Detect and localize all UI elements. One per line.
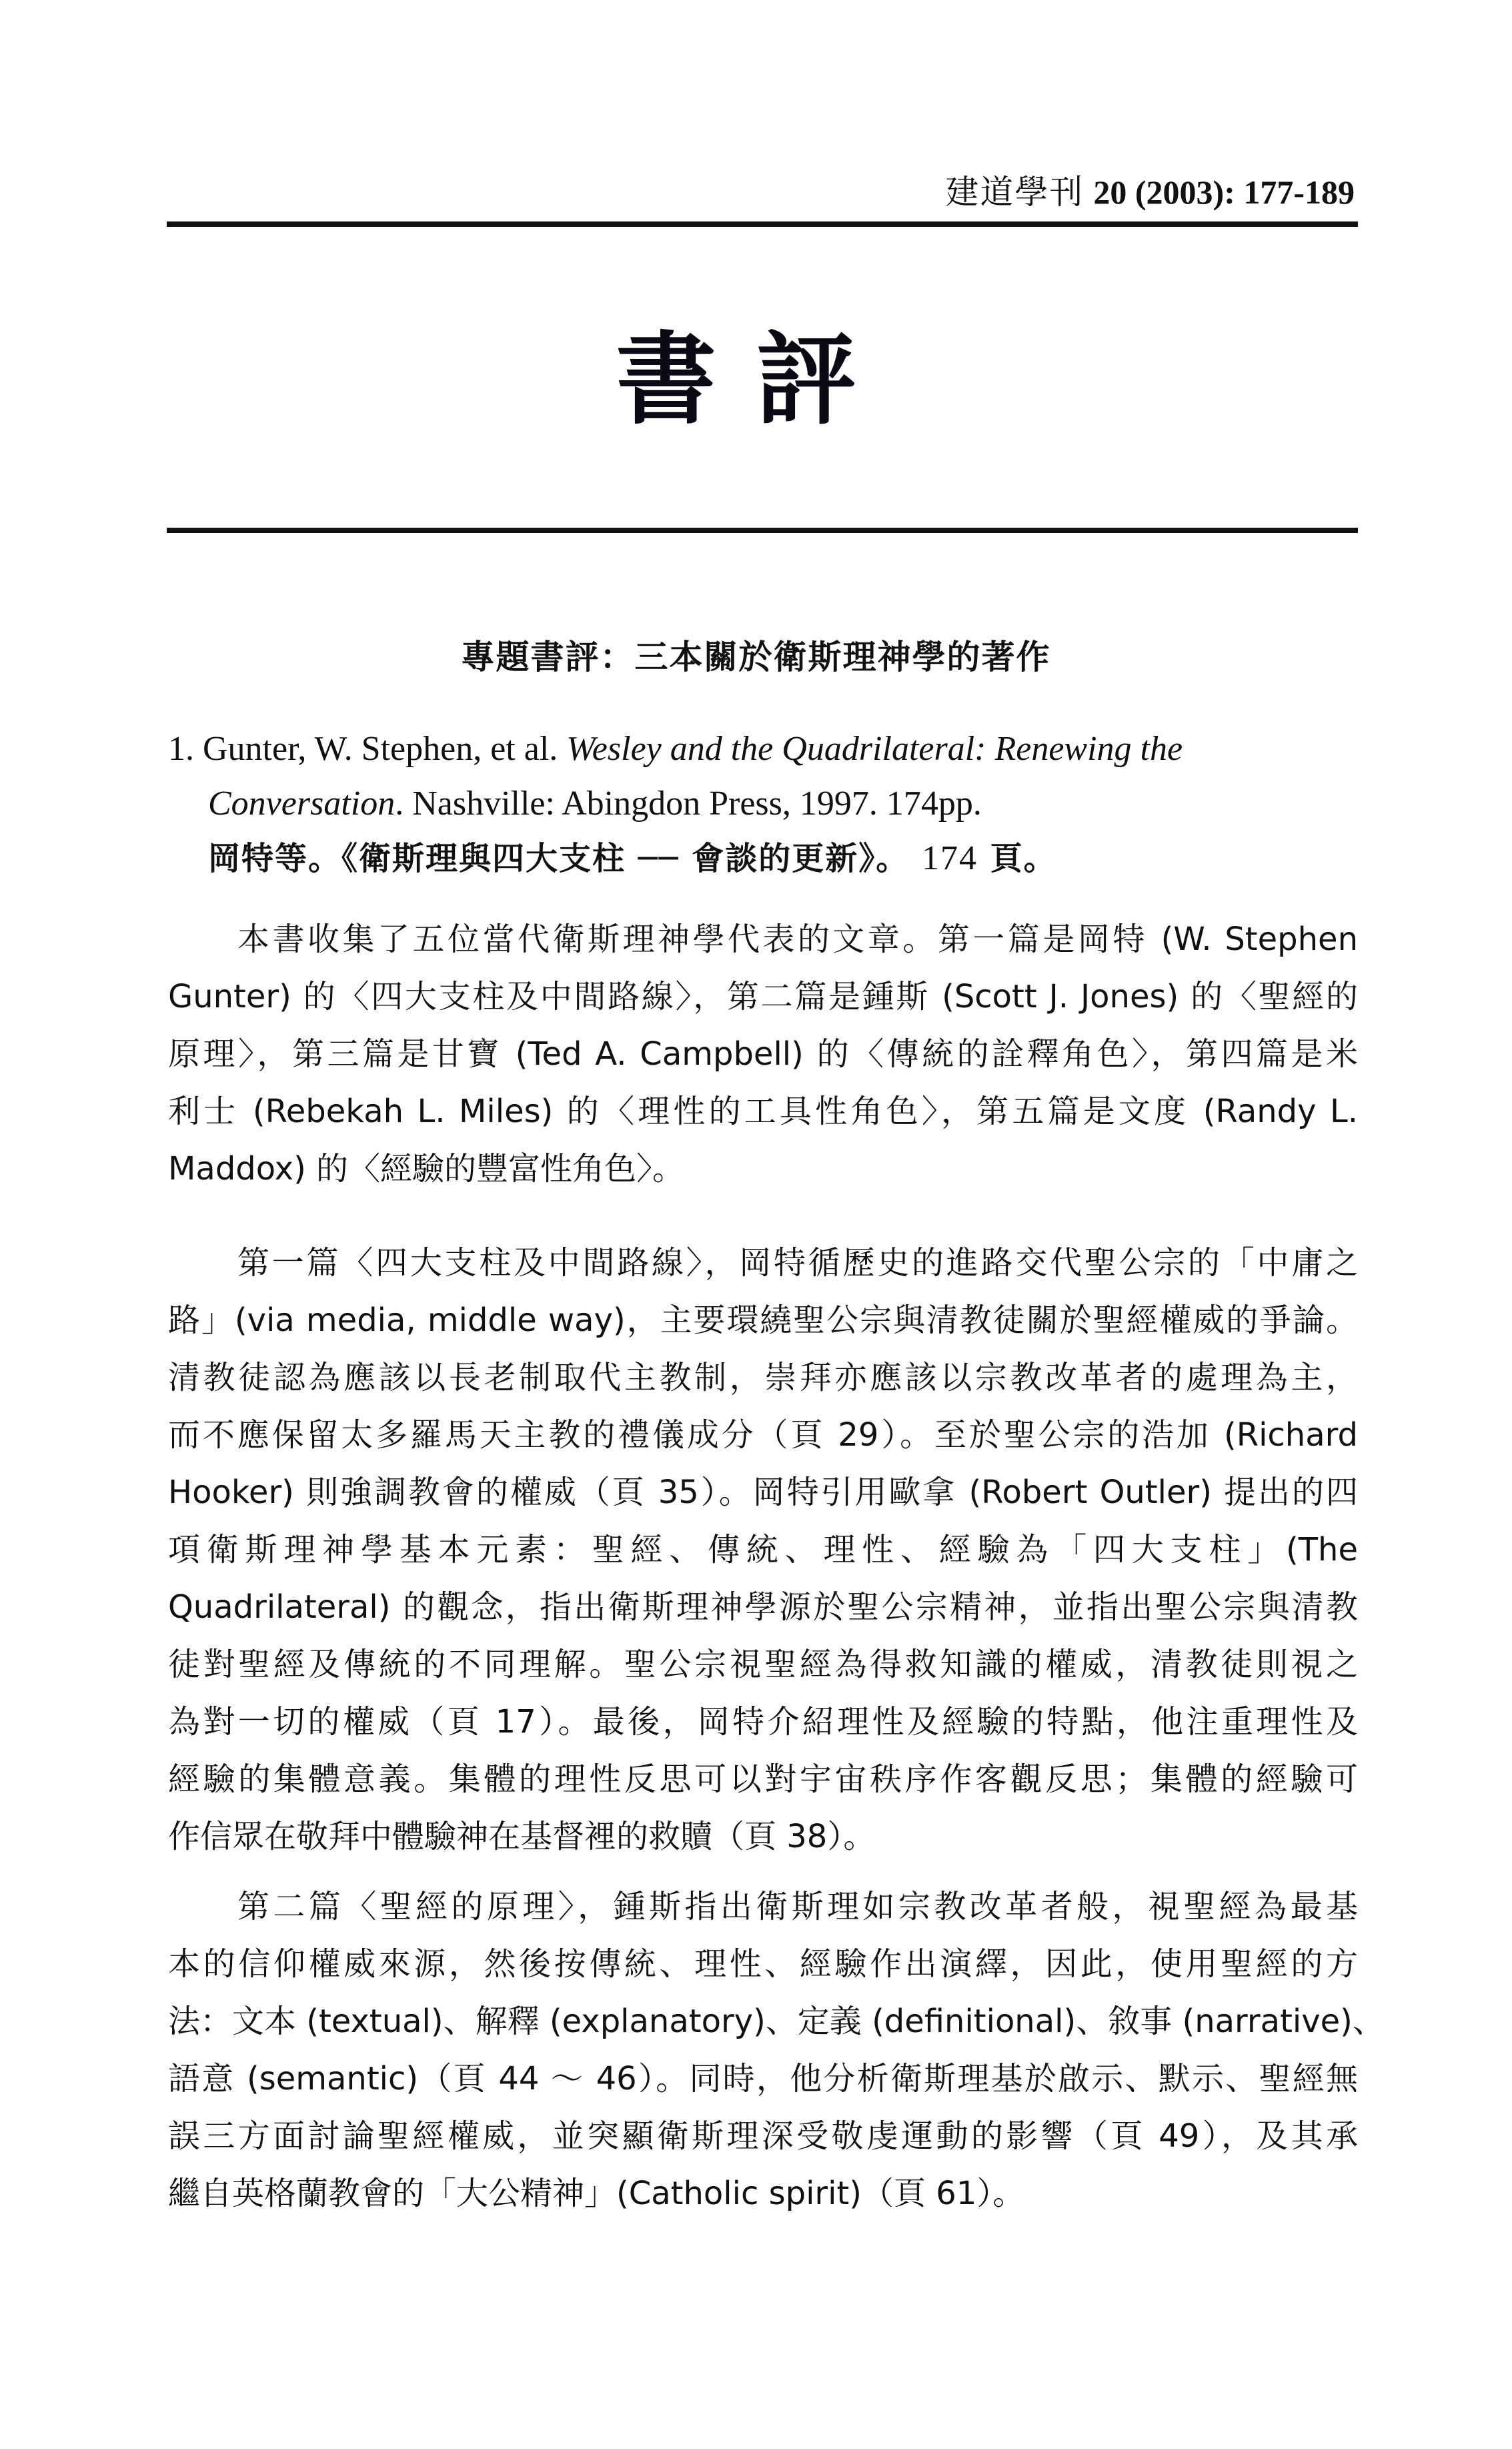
paragraph-line: Maddox) 的〈經驗的豐富性角色〉。 xyxy=(168,1150,685,1187)
paragraph-line: 項衛斯理神學基本元素：聖經、傳統、理性、經驗為「四大支柱」(The xyxy=(168,1531,1358,1568)
paragraph-overview xyxy=(168,911,1358,1197)
paragraph-line: 作信眾在敬拜中體驗神在基督裡的救贖（頁 38）。 xyxy=(168,1818,876,1855)
running-head xyxy=(945,172,1355,212)
entry-author: Gunter, W. Stephen, et al. xyxy=(203,730,558,768)
entry-title-cont: Conversation xyxy=(208,785,396,823)
paragraph-line: Gunter) 的〈四大支柱及中間路線〉，第二篇是鍾斯 (Scott J. Jones) 的〈聖經的 xyxy=(168,978,1358,1015)
journal-name: 建道學刊 xyxy=(945,173,1084,211)
entry-zh-pages-suffix: 頁。 xyxy=(990,840,1057,877)
header-rule xyxy=(167,221,1358,227)
paragraph-line: 法：文本 (textual)、解釋 (explanatory)、定義 (definitional)、敘事 (narrative)、 xyxy=(168,2003,1385,2040)
paragraph-line: Quadrilateral) 的觀念，指出衛斯理神學源於聖公宗精神，並指出聖公宗與清教 xyxy=(168,1588,1358,1626)
section-title: 書評 xyxy=(616,322,896,438)
paragraph-line: 而不應保留太多羅馬天主教的禮儀成分（頁 29）。至於聖公宗的浩加 (Richard xyxy=(168,1416,1358,1454)
paragraph-line: 經驗的集體意義。集體的理性反思可以對宇宙秩序作客觀反思；集體的經驗可 xyxy=(168,1761,1358,1798)
paragraph-line: 語意 (semantic)（頁 44 ～ 46）。同時，他分析衛斯理基於啟示、默示、聖經無 xyxy=(168,2060,1358,2097)
paragraph-line: 為對一切的權威（頁 17）。最後，岡特介紹理性及經驗的特點，他注重理性及 xyxy=(168,1703,1358,1741)
paragraph-line: 本的信仰權威來源，然後按傳統、理性、經驗作出演繹，因此，使用聖經的方 xyxy=(168,1945,1358,1983)
entry-number: 1. xyxy=(168,730,194,768)
biblio-line-1 xyxy=(168,722,1362,777)
paragraph-line: 清教徒認為應該以長老制取代主教制，崇拜亦應該以宗教改革者的處理為主， xyxy=(168,1359,1358,1396)
paragraph-line: 本書收集了五位當代衛斯理神學代表的文章。第一篇是岡特 (W. Stephen xyxy=(237,921,1358,958)
paragraph-line: 誤三方面討論聖經權威，並突顯衛斯理深受敬虔運動的影響（頁 49），及其承 xyxy=(168,2117,1358,2155)
paragraph-second-essay xyxy=(168,1878,1385,2222)
paragraph-line: Hooker) 則強調教會的權威（頁 35）。岡特引用歐拿 (Robert Outler) 提出的四 xyxy=(168,1474,1358,1511)
paragraph-line: 徒對聖經及傳統的不同理解。聖公宗視聖經為得救知識的權威，清教徒則視之 xyxy=(168,1646,1358,1683)
title-rule xyxy=(167,528,1358,533)
volume-citation: 20 (2003): 177-189 xyxy=(1093,173,1355,211)
entry-title: Wesley and the Quadrilateral: Renewing the xyxy=(566,730,1183,768)
paragraph-line: 原理〉，第三篇是甘寶 (Ted A. Campbell) 的〈傳統的詮釋角色〉，第四篇是米 xyxy=(168,1035,1358,1073)
paragraph-line: 第一篇〈四大支柱及中間路線〉，岡特循歷史的進路交代聖公宗的「中庸之 xyxy=(237,1244,1358,1282)
bibliographic-entry xyxy=(168,722,1362,886)
paragraph-line: 利士 (Rebekah L. Miles) 的〈理性的工具性角色〉，第五篇是文度 (Randy L. xyxy=(168,1093,1358,1130)
topic-title: 專題書評：三本關於衛斯理神學的著作 xyxy=(461,638,1051,676)
biblio-line-zh xyxy=(168,831,1362,886)
paragraph-line: 繼自英格蘭教會的「大公精神」(Catholic spirit)（頁 61）。 xyxy=(168,2175,1025,2212)
paragraph-line: 第二篇〈聖經的原理〉，鍾斯指出衛斯理如宗教改革者般，視聖經為最基 xyxy=(237,1888,1358,1925)
biblio-line-2 xyxy=(168,777,1362,831)
entry-zh-title: 岡特等。《衛斯理與四大支柱 ── 會談的更新》。 xyxy=(208,840,910,877)
entry-publication: . Nashville: Abingdon Press, 1997. 174pp. xyxy=(395,785,982,823)
paragraph-first-essay xyxy=(168,1234,1358,1865)
entry-zh-pages: 174 xyxy=(921,839,978,877)
paragraph-line: 路」(via media, middle way)，主要環繞聖公宗與清教徒關於聖經權威的爭論。 xyxy=(168,1302,1358,1339)
